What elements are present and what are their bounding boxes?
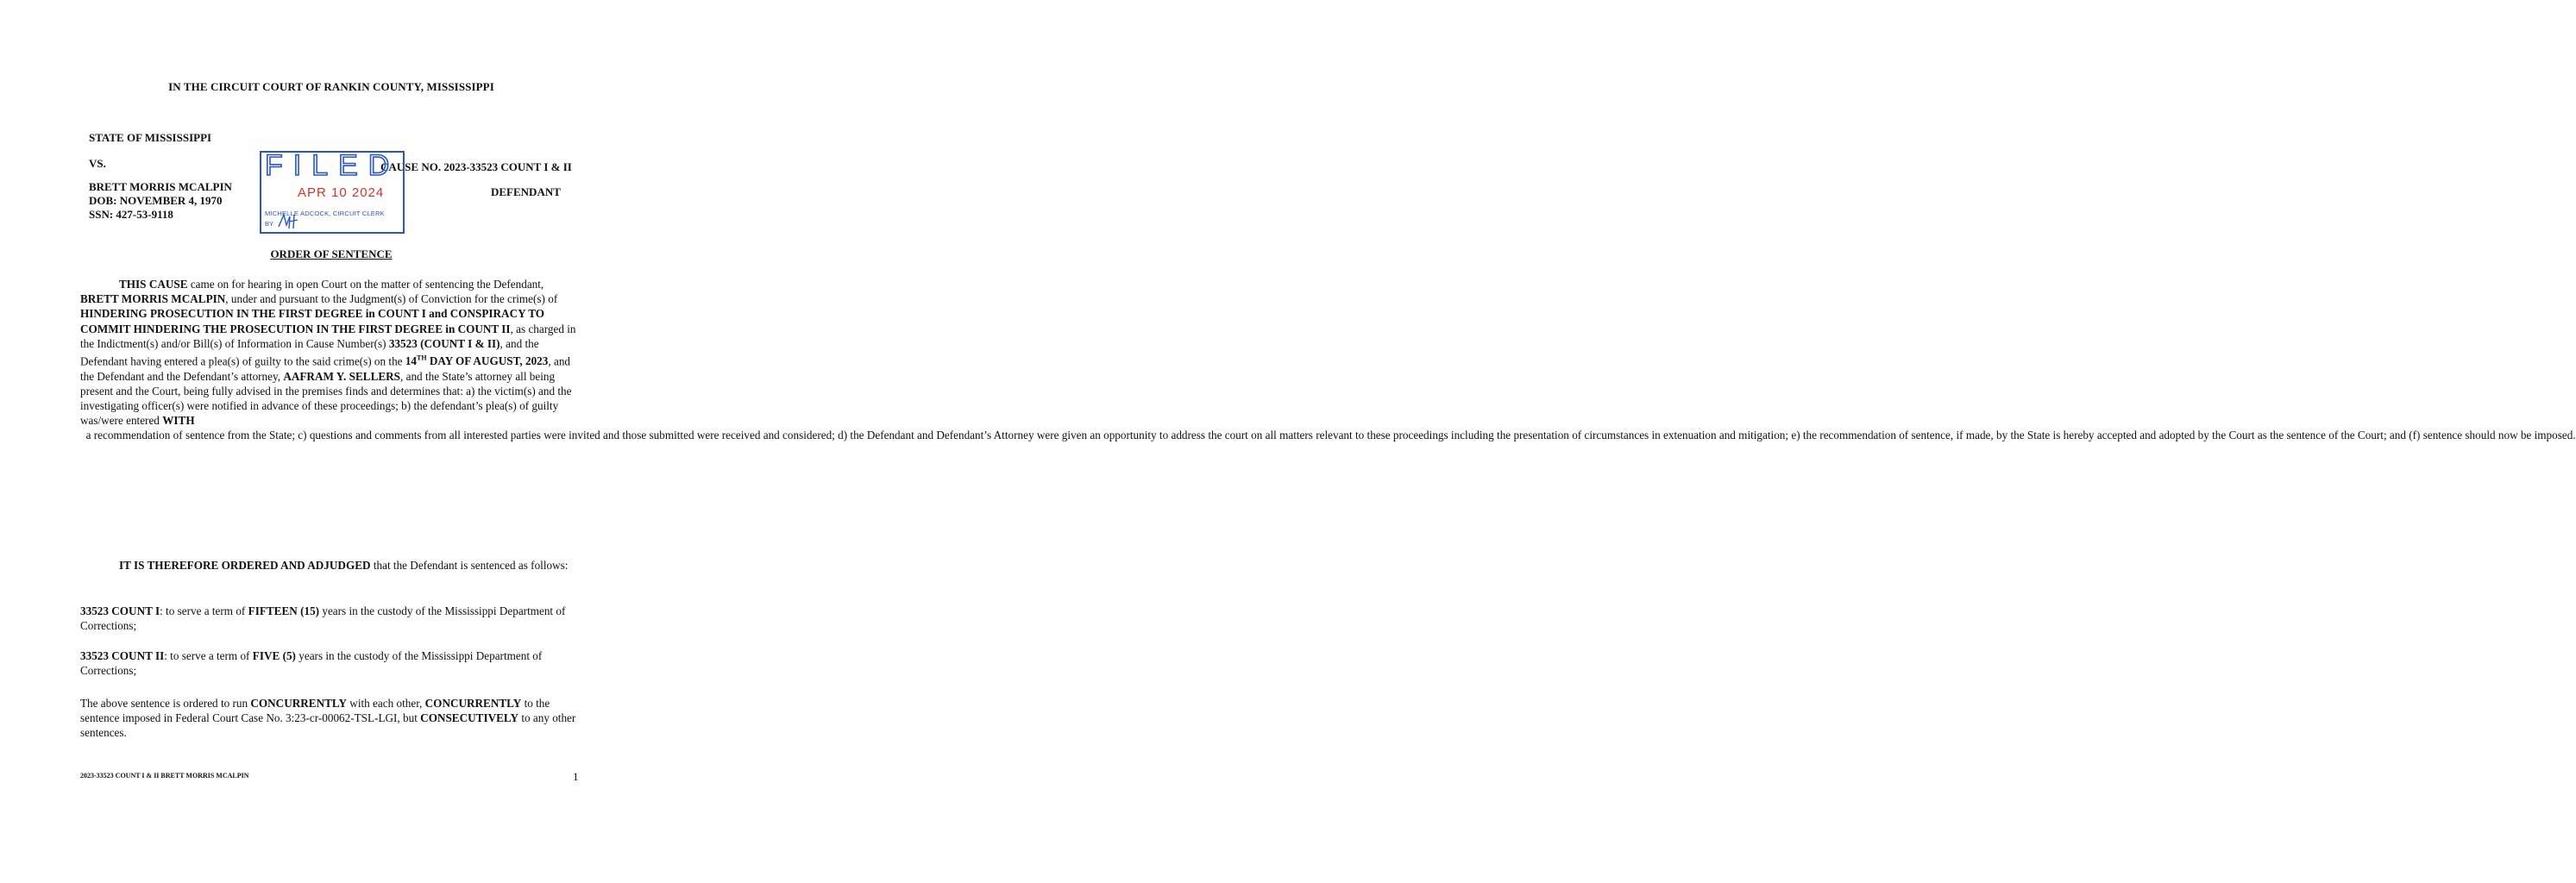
defendant-dob: DOB: NOVEMBER 4, 1970 [89,194,223,207]
filed-stamp [260,151,405,234]
ordered-paragraph: IT IS THEREFORE ORDERED AND ADJUDGED that the Defendant is sentenced as follows: [119,559,569,572]
defendant-label: DEFENDANT [491,185,561,198]
filed-stamp-word: FILED [265,149,400,182]
filed-stamp-by: BY [265,220,274,228]
concurrency-paragraph: The above sentence is ordered to run CONCURRENTLY with each other, CONCURRENTLY to the sentence imposed in Federal Court Case No. 3:23-cr-00062-TSL-LGI, but CONSECUTIVELY to any other sentences. [80,697,576,740]
filed-stamp-date: APR 10 2024 [298,185,385,200]
filed-stamp-clerk: MICHELLE ADCOCK, CIRCUIT CLERK [265,210,385,217]
page-number: 1 [573,770,579,783]
defendant-ssn: SSN: 427-53-9118 [89,208,173,221]
order-heading: ORDER OF SENTENCE [270,247,393,260]
defendant-name: BRETT MORRIS MCALPIN [89,180,232,193]
count-one-sentence: 33523 COUNT I: to serve a term of FIFTEEN (15) years in the custody of the Mississippi Department of Corrections; [80,604,566,633]
cause-number: CAUSE NO. 2023-33523 COUNT I & II [380,160,572,173]
case-caption [89,131,232,222]
count-two-sentence: 33523 COUNT II: to serve a term of FIVE (5) years in the custody of the Mississippi Department of Corrections; [80,649,543,678]
plaintiff-name: STATE OF MISSISSIPPI [89,131,212,144]
versus-label: VS. [89,157,106,170]
footer-case-label: 2023-33523 COUNT I & II BRETT MORRIS MCALPIN [80,772,249,780]
court-title: IN THE CIRCUIT COURT OF RANKIN COUNTY, MISSISSIPPI [168,80,494,93]
findings-paragraph: THIS CAUSE came on for hearing in open Court on the matter of sentencing the Defendant, BRETT MORRIS MCALPIN, under and pursuant to the Judgment(s) of Conviction for the crime(s) of HINDERING PROSECUTION IN THE FIRST DEGREE in COUNT I and CONSPIRACY TO COMMIT HINDERING THE PROSECUTION IN THE FIRST DEGREE in COUNT II, as charged in the Indictment(s) and/or Bill(s) of Information in Cause Number(s) 33523 (COUNT I & II), and the Defendant having entered a plea(s) of guilty to the said crime(s) on the 14TH DAY OF AUGUST, 2023, and the Defendant and the Defendant’s attorney, AAFRAM Y. SELLERS, and the State’s attorney all being present and the Court, being fully advised in the premises finds and determines that: a) the victim(s) and the investigating officer(s) were notified in advance of these proceedings; b) the defendant’s plea(s) of guilty was/were entered WITH a recommendation of sentence from the State; c) questions and comments from all interested parties were invited and those submitted were received and considered; d) the Defendant and Defendant’s Attorney were given an opportunity to address the court on all matters relevant to these proceedings including the presentation of circumstances in extenuation and mitigation; e) the recommendation of sentence, if made, by the State is hereby accepted and adopted by the Court as the sentence of the Court; and (f) sentence should now be imposed. [80,278,2576,442]
clerk-signature-icon [277,211,303,230]
